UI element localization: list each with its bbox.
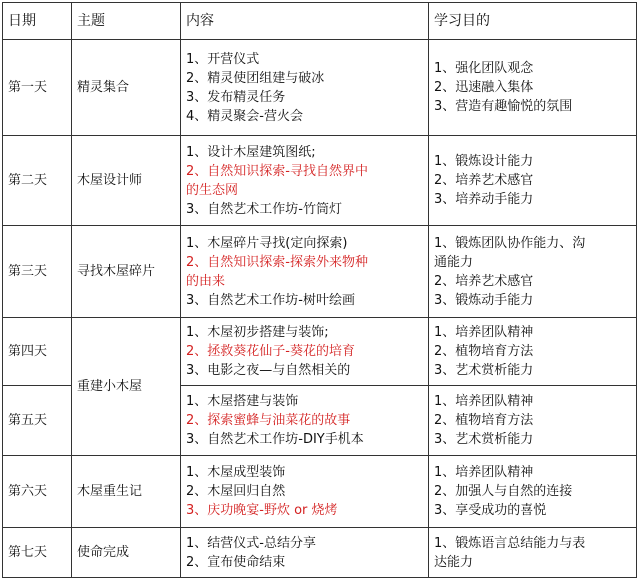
content-line-highlight: 2、拯救葵花仙子-葵花的培育: [186, 344, 355, 359]
goal-cell: [429, 318, 637, 386]
header-goal: 学习目的: [429, 3, 637, 40]
day-cell: 第七天: [3, 528, 72, 578]
content-line: 1、木屋初步搭建与装饰;: [186, 325, 329, 340]
goal-line: 3、艺术赏析能力: [434, 432, 534, 447]
day-cell: 第六天: [3, 456, 72, 528]
content-cell: [181, 226, 429, 318]
goal-line: 达能力: [434, 554, 474, 570]
goal-line: 3、艺术赏析能力: [434, 363, 534, 378]
day-cell: 第三天: [3, 226, 72, 318]
day-row: [3, 136, 637, 226]
content-line: 2、精灵使团组建与破冰: [186, 70, 325, 86]
content-line: 1、开营仪式: [186, 51, 260, 67]
content-line: 1、结营仪式-总结分享: [186, 535, 316, 551]
goal-cell: [429, 386, 637, 456]
header-content: 内容: [181, 3, 429, 40]
goal-line: 1、培养团队精神: [434, 465, 534, 480]
content-line-highlight: 2、探索蜜蜂与油菜花的故事: [186, 413, 351, 428]
content-cell: [181, 40, 429, 136]
content-line: 2、宣布使命结束: [186, 554, 286, 570]
content-line: 3、电影之夜—与自然相关的: [186, 363, 351, 378]
goal-line: 1、锻炼团队协作能力、沟: [434, 235, 586, 251]
content-line: 1、设计木屋建筑图纸;: [186, 144, 316, 160]
goal-line: 3、培养动手能力: [434, 192, 534, 207]
content-cell: [181, 318, 429, 386]
header-date: 日期: [3, 3, 72, 40]
content-line-highlight: 的由来: [186, 273, 226, 289]
content-line: 1、木屋碎片寻找(定向探索): [186, 235, 348, 251]
goal-line: 3、享受成功的喜悦: [434, 503, 547, 518]
content-cell: [181, 386, 429, 456]
content-line: 3、发布精灵任务: [186, 89, 286, 105]
content-line: 3、自然艺术工作坊-竹筒灯: [186, 201, 342, 217]
content-line-highlight: 的生态网: [186, 182, 239, 198]
content-cell: [181, 456, 429, 528]
day-cell: 第四天: [3, 318, 72, 386]
day-row: [3, 456, 637, 528]
goal-cell: [429, 226, 637, 318]
theme-cell: 重建小木屋: [72, 318, 181, 456]
theme-cell: 使命完成: [72, 528, 181, 578]
content-line: 1、木屋成型装饰: [186, 465, 286, 480]
goal-cell: [429, 528, 637, 578]
content-line: 4、精灵聚会-营火会: [186, 108, 303, 124]
goal-line: 2、植物培育方法: [434, 344, 534, 359]
theme-cell: 精灵集合: [72, 40, 181, 136]
goal-line: 2、植物培育方法: [434, 413, 534, 428]
header-row: [3, 3, 637, 40]
day-row: [3, 40, 637, 136]
day-cell: 第二天: [3, 136, 72, 226]
goal-line: 3、营造有趣愉悦的氛围: [434, 99, 573, 114]
content-line: 3、自然艺术工作坊-DIY手机本: [186, 432, 364, 447]
content-line-highlight: 2、自然知识探索-寻找自然界中: [186, 163, 368, 179]
goal-cell: [429, 40, 637, 136]
day-cell: 第一天: [3, 40, 72, 136]
day-row: [3, 226, 637, 318]
goal-cell: [429, 136, 637, 226]
theme-cell: 木屋重生记: [72, 456, 181, 528]
goal-line: 1、培养团队精神: [434, 325, 534, 340]
goal-line: 2、加强人与自然的连接: [434, 484, 573, 499]
goal-line: 1、培养团队精神: [434, 394, 534, 409]
content-line: 1、木屋搭建与装饰: [186, 394, 299, 409]
day-row: [3, 528, 637, 578]
content-line: 2、木屋回归自然: [186, 484, 286, 499]
goal-cell: [429, 456, 637, 528]
day-cell: 第五天: [3, 386, 72, 456]
goal-line: 通能力: [434, 254, 474, 270]
content-cell: [181, 528, 429, 578]
content-line: 3、自然艺术工作坊-树叶绘画: [186, 292, 355, 308]
content-cell: [181, 136, 429, 226]
header-theme: 主题: [72, 3, 181, 40]
theme-cell: 寻找木屋碎片: [72, 226, 181, 318]
goal-line: 1、强化团队观念: [434, 61, 534, 76]
goal-line: 1、锻炼语言总结能力与表: [434, 535, 586, 551]
goal-line: 2、迅速融入集体: [434, 80, 534, 95]
theme-cell: 木屋设计师: [72, 136, 181, 226]
goal-line: 1、锻炼设计能力: [434, 154, 534, 169]
schedule-table: [2, 2, 637, 578]
content-line-highlight: 3、庆功晚宴-野炊 or 烧烤: [186, 503, 338, 518]
goal-line: 2、培养艺术感官: [434, 273, 534, 289]
goal-line: 2、培养艺术感官: [434, 173, 534, 188]
day-row: [3, 318, 637, 386]
goal-line: 3、锻炼动手能力: [434, 292, 534, 308]
content-line-highlight: 2、自然知识探索-探索外来物种: [186, 254, 368, 270]
